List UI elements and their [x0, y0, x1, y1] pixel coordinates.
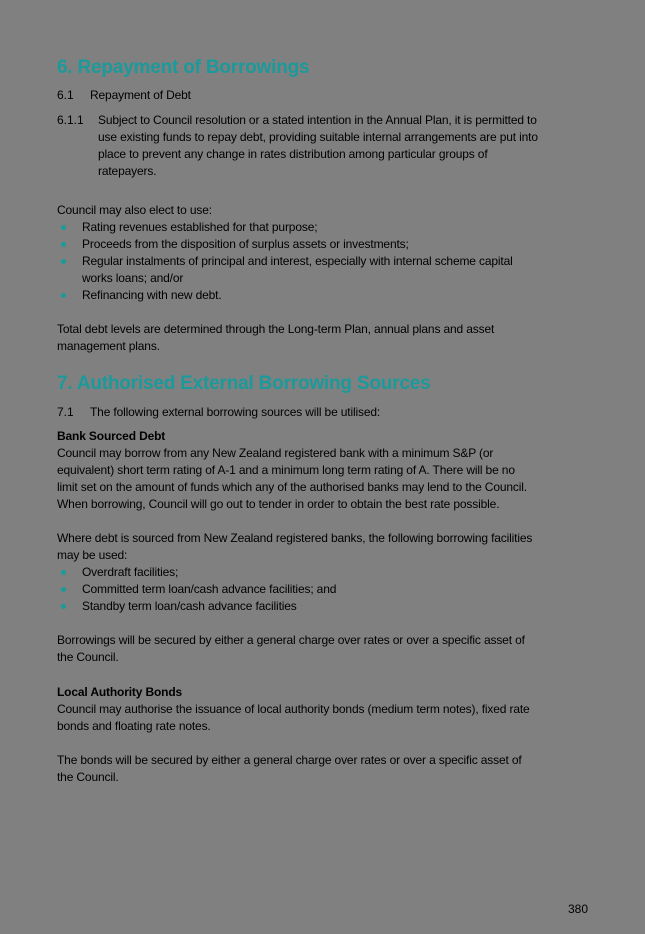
subsection-number: 6.1	[57, 88, 74, 102]
clause-line: ratepayers.	[98, 164, 157, 178]
paragraph-line: Council may authorise the issuance of local authority bonds (medium term notes), fixed rate	[57, 702, 530, 716]
bullet-icon	[61, 242, 66, 247]
clause-line: Subject to Council resolution or a stated intention in the Annual Plan, it is permitted to	[98, 113, 537, 127]
page-number: 380	[568, 902, 589, 916]
paragraph-line: may be used:	[57, 548, 128, 562]
subsection-title: Repayment of Debt	[90, 88, 191, 102]
paragraph-line: management plans.	[57, 339, 160, 353]
clause-number: 6.1.1	[57, 113, 84, 127]
paragraph-line: the Council.	[57, 650, 119, 664]
paragraph-line: the Council.	[57, 770, 119, 784]
subsection-number: 7.1	[57, 405, 74, 419]
bullet-icon	[61, 225, 66, 230]
paragraph-line: Borrowings will be secured by either a general charge over rates or over a specific asset of	[57, 633, 525, 647]
bank-debt-title: Bank Sourced Debt	[57, 429, 166, 443]
paragraph-line: Where debt is sourced from New Zealand registered banks, the following borrowing facilities	[57, 531, 533, 545]
paragraph-line: equivalent) short term rating of A-1 and a minimum long term rating of A. There will be no	[57, 463, 515, 477]
paragraph-line: limit set on the amount of funds which any of the authorised banks may lend to the Council.	[57, 480, 527, 494]
list-item: Standby term loan/cash advance facilities	[57, 598, 592, 615]
list-item: Overdraft facilities;	[57, 564, 592, 581]
elect-intro: Council may also elect to use:	[57, 203, 212, 217]
bullet-icon	[61, 259, 66, 264]
paragraph-line: Council may borrow from any New Zealand registered bank with a minimum S&P (or	[57, 446, 494, 460]
clause-line: place to prevent any change in rates distribution among particular groups of	[98, 147, 488, 161]
clause-line: use existing funds to repay debt, providing suitable internal arrangements are put into	[98, 130, 538, 144]
list-item: Proceeds from the disposition of surplus assets or investments;	[57, 236, 592, 253]
paragraph-line: bonds and floating rate notes.	[57, 719, 211, 733]
subsection-title: The following external borrowing sources will be utilised:	[90, 405, 381, 419]
bullet-icon	[61, 604, 66, 609]
list-item: Refinancing with new debt.	[57, 287, 592, 304]
bullet-icon	[61, 570, 66, 575]
paragraph-line: Total debt levels are determined through the Long-term Plan, annual plans and asset	[57, 322, 495, 336]
list-item: Regular instalments of principal and interest, especially with internal scheme capital works loans; and/or	[57, 253, 592, 287]
bullet-icon	[61, 587, 66, 592]
bullet-icon	[61, 293, 66, 298]
list-item: Committed term loan/cash advance facilities; and	[57, 581, 592, 598]
bonds-title: Local Authority Bonds	[57, 685, 183, 699]
paragraph-line: When borrowing, Council will go out to tender in order to obtain the best rate possible.	[57, 497, 500, 511]
section-7-heading: 7. Authorised External Borrowing Sources	[57, 373, 431, 394]
paragraph-line: The bonds will be secured by either a general charge over rates or over a specific asset of	[57, 753, 522, 767]
section-6-heading: 6. Repayment of Borrowings	[57, 57, 310, 78]
list-item: Rating revenues established for that purpose;	[57, 219, 592, 236]
